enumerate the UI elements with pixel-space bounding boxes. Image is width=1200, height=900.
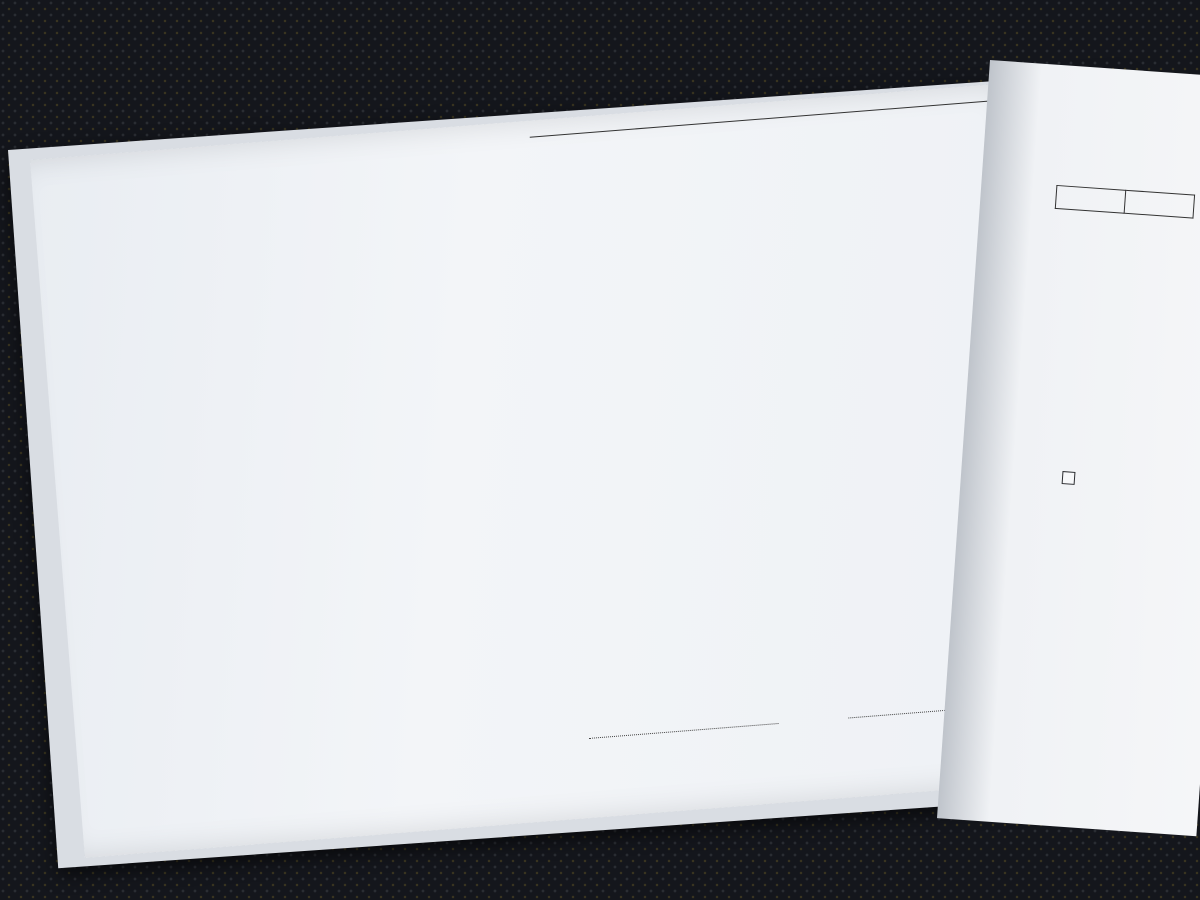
description-header	[1124, 190, 1194, 218]
code-header	[1055, 185, 1125, 213]
code-a-checkbox-row[interactable]	[1056, 471, 1076, 485]
date-label	[586, 728, 587, 742]
mycar-logo	[780, 494, 949, 507]
divider-rule	[530, 101, 989, 138]
date-dotted-line	[589, 723, 778, 739]
checkbox[interactable]	[1062, 471, 1076, 485]
code-table	[1055, 185, 1195, 219]
left-page	[30, 82, 1082, 858]
date-field[interactable]	[586, 713, 779, 742]
dealer-stamp	[780, 494, 949, 507]
service-booklet	[30, 82, 1082, 858]
stamp-location	[780, 494, 949, 507]
checklist-left-column	[74, 175, 503, 209]
checklist-right-column	[529, 95, 988, 142]
kilometres-label	[845, 708, 846, 722]
